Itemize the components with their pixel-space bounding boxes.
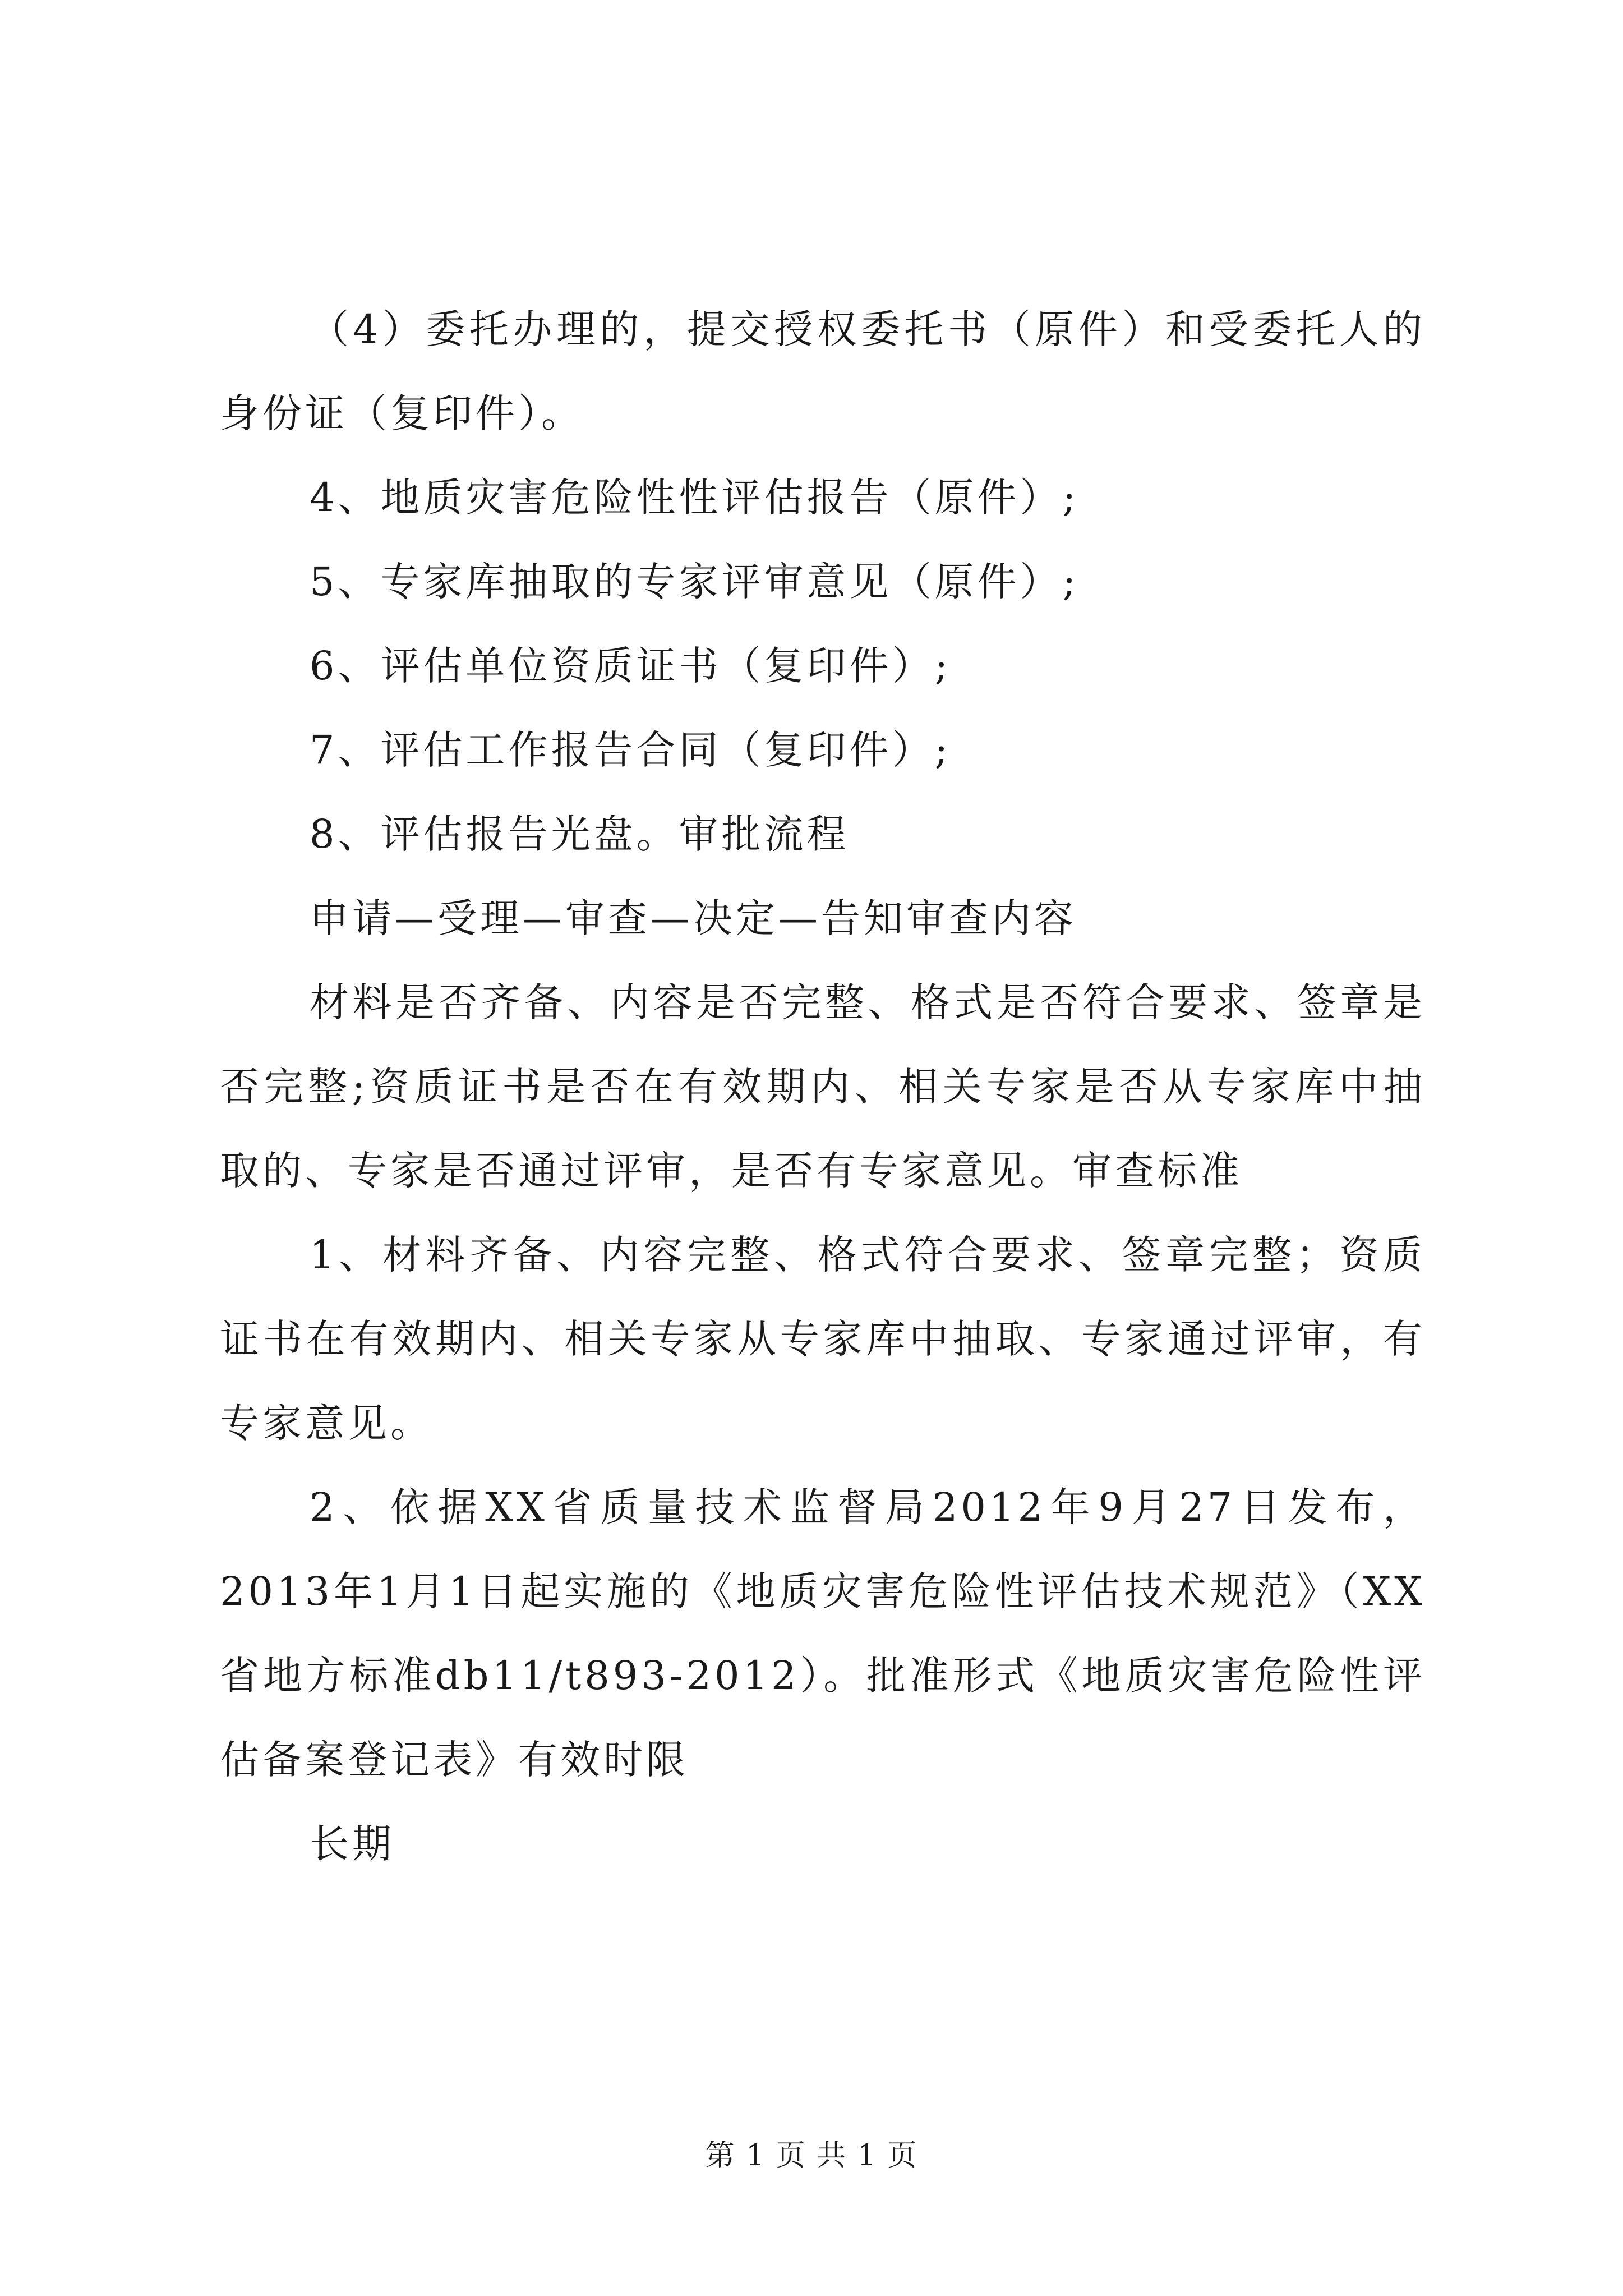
paragraph-approval-flow: 申请—受理—审查—决定—告知审查内容 bbox=[310, 895, 1077, 941]
paragraph-item-8: 8、评估报告光盘。审批流程 bbox=[310, 811, 850, 857]
paragraph-item-7: 7、评估工作报告合同（复印件）; bbox=[310, 727, 952, 773]
paragraph-item-6: 6、评估单位资质证书（复印件）; bbox=[310, 643, 952, 689]
paragraph-review-content: 材料是否齐备、内容是否完整、格式是否符合要求、签章是否完整;资质证书是否在有效期内、相关专家是否从专家库中抽取的、专家是否通过评审，是否有专家意见。审查标准 bbox=[220, 979, 1426, 1194]
page-footer: 第 1 页 共 1 页 bbox=[705, 2139, 918, 2173]
document-body bbox=[220, 287, 1426, 1886]
paragraph-standard-2: 2、依据XX省质量技术监督局2012年9月27日发布，2013年1月1日起实施的《地质灾害危险性评估技术规范》（XX省地方标准db11/t893-2012）。批准形式《地质灾害危险性评估备案登记表》有效时限 bbox=[220, 1484, 1426, 1783]
paragraph-item-4: 4、地质灾害危险性性评估报告（原件）; bbox=[310, 475, 1080, 521]
paragraph-entrusted-handling: （4）委托办理的，提交授权委托书（原件）和受委托人的身份证（复印件）。 bbox=[220, 306, 1426, 436]
paragraph-validity: 长期 bbox=[310, 1821, 395, 1867]
paragraph-standard-1: 1、材料齐备、内容完整、格式符合要求、签章完整；资质证书在有效期内、相关专家从专家库中抽取、专家通过评审，有专家意见。 bbox=[220, 1232, 1426, 1446]
paragraph-item-5: 5、专家库抽取的专家评审意见（原件）; bbox=[310, 559, 1080, 605]
